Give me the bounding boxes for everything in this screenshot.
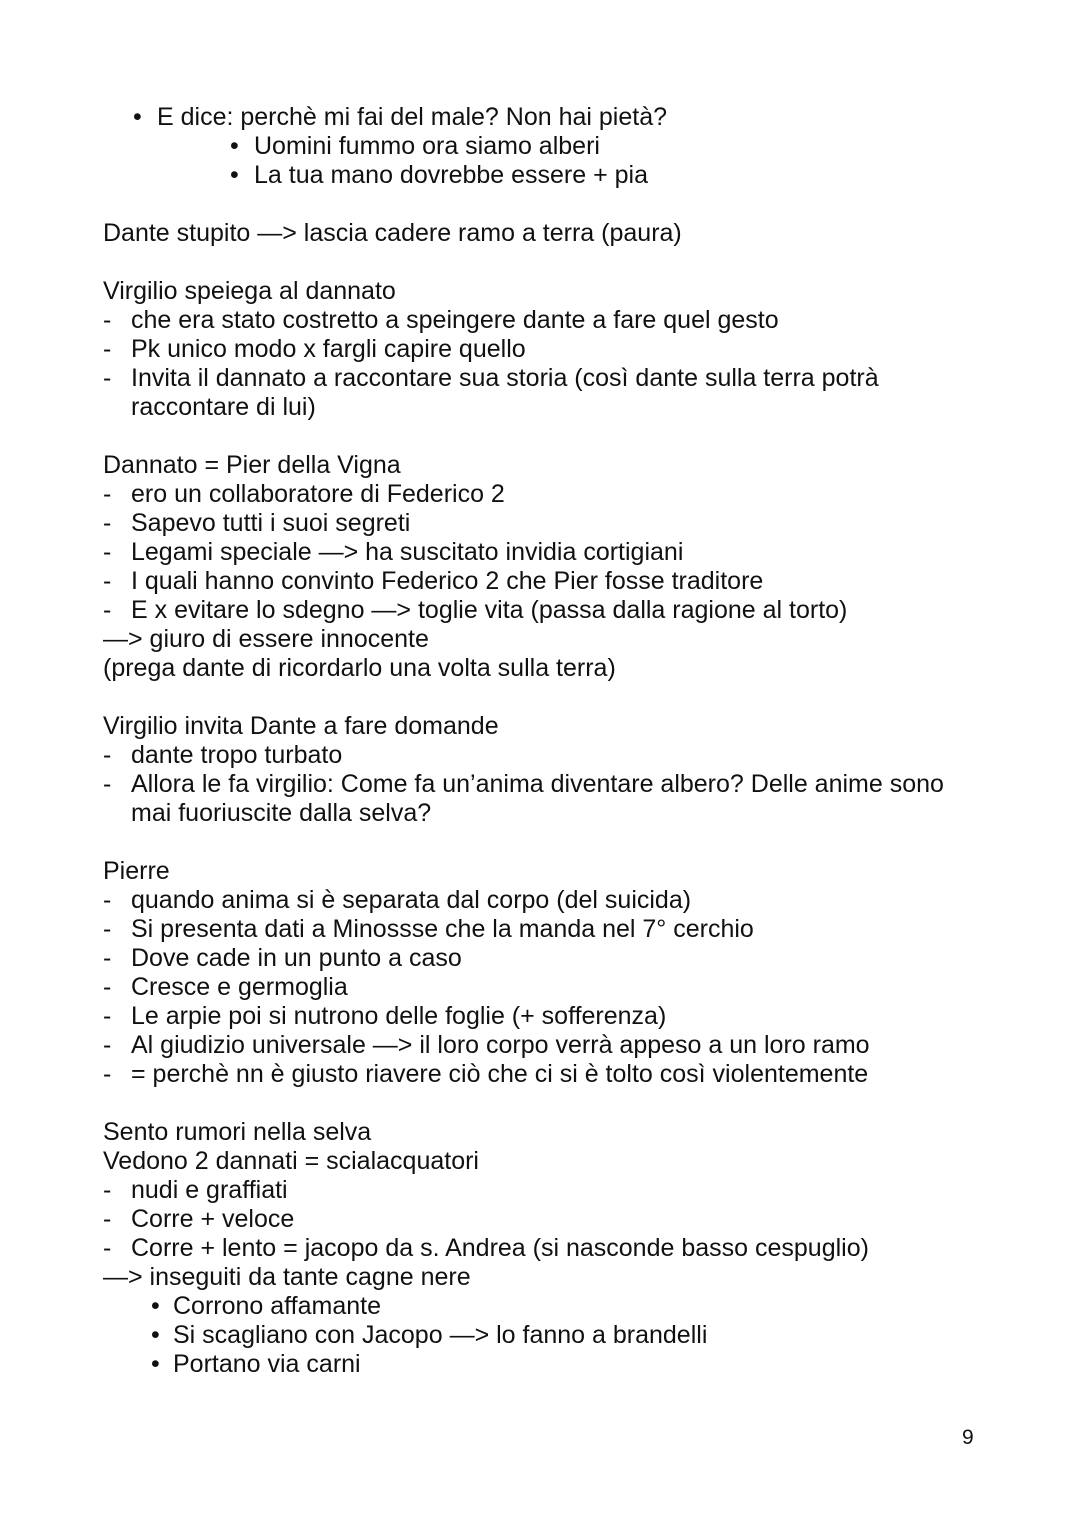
dash-marker: - [103, 741, 112, 769]
page-number: 9 [962, 1426, 974, 1449]
pier-della-vigna-line: Dannato = Pier della Vigna [103, 451, 401, 479]
scialacquatori-line: Si scagliano con Jacopo —> lo fanno a brandelli [173, 1321, 708, 1349]
scialacquatori-line: Vedono 2 dannati = scialacquatori [103, 1147, 479, 1175]
virgilio-spiega-line: che era stato costretto a speingere dante a fare quel gesto [131, 306, 779, 334]
dash-marker: - [103, 364, 112, 392]
intro-bullets-line: E dice: perchè mi fai del male? Non hai pietà? [157, 103, 668, 131]
virgilio-spiega-line: Virgilio speiega al dannato [103, 277, 396, 305]
dash-marker: - [103, 1060, 112, 1088]
bullet-icon: • [230, 132, 239, 160]
virgilio-domande-line: mai fuoriuscite dalla selva? [131, 799, 432, 827]
dash-marker: - [103, 770, 112, 798]
scialacquatori-line: —> inseguiti da tante cagne nere [103, 1263, 471, 1291]
scialacquatori-line: Corrono affamante [173, 1292, 381, 1320]
dante-stupito-line: Dante stupito —> lascia cadere ramo a terra (paura) [103, 219, 682, 247]
dash-marker: - [103, 915, 112, 943]
virgilio-domande-line: Allora le fa virgilio: Come fa un’anima diventare albero? Delle anime sono [131, 770, 944, 798]
dash-marker: - [103, 1176, 112, 1204]
virgilio-spiega-line: raccontare di lui) [131, 393, 316, 421]
scialacquatori-line: Corre + veloce [131, 1205, 295, 1233]
pierre-line: quando anima si è separata dal corpo (del suicida) [131, 886, 692, 914]
virgilio-domande-line: Virgilio invita Dante a fare domande [103, 712, 499, 740]
virgilio-spiega-line: Pk unico modo x fargli capire quello [131, 335, 526, 363]
pier-della-vigna-line: (prega dante di ricordarlo una volta sulla terra) [103, 654, 616, 682]
dash-marker: - [103, 1031, 112, 1059]
dash-marker: - [103, 596, 112, 624]
pierre-line: Le arpie poi si nutrono delle foglie (+ sofferenza) [131, 1002, 667, 1030]
bullet-icon: • [133, 103, 142, 131]
bullet-icon: • [151, 1350, 160, 1378]
dash-marker: - [103, 1002, 112, 1030]
dash-marker: - [103, 973, 112, 1001]
pier-della-vigna-line: Legami speciale —> ha suscitato invidia cortigiani [131, 538, 684, 566]
dash-marker: - [103, 944, 112, 972]
bullet-icon: • [230, 161, 239, 189]
pier-della-vigna-line: I quali hanno convinto Federico 2 che Pier fosse traditore [131, 567, 764, 595]
dash-marker: - [103, 567, 112, 595]
scialacquatori-line: nudi e graffiati [131, 1176, 288, 1204]
dash-marker: - [103, 538, 112, 566]
dash-marker: - [103, 1205, 112, 1233]
pierre-line: Dove cade in un punto a caso [131, 944, 462, 972]
bullet-icon: • [151, 1321, 160, 1349]
pierre-line: Cresce e germoglia [131, 973, 348, 1001]
dash-marker: - [103, 1234, 112, 1262]
bullet-icon: • [151, 1292, 160, 1320]
dash-marker: - [103, 480, 112, 508]
pierre-line: Si presenta dati a Minossse che la manda nel 7° cerchio [131, 915, 754, 943]
pier-della-vigna-line: ero un collaboratore di Federico 2 [131, 480, 505, 508]
scialacquatori-line: Corre + lento = jacopo da s. Andrea (si nasconde basso cespuglio) [131, 1234, 869, 1262]
intro-bullets-line: Uomini fummo ora siamo alberi [254, 132, 600, 160]
intro-bullets-line: La tua mano dovrebbe essere + pia [254, 161, 649, 189]
pierre-line: Pierre [103, 857, 170, 885]
scialacquatori-line: Sento rumori nella selva [103, 1118, 372, 1146]
pier-della-vigna-line: Sapevo tutti i suoi segreti [131, 509, 411, 537]
pier-della-vigna-line: —> giuro di essere innocente [103, 625, 429, 653]
dash-marker: - [103, 509, 112, 537]
pier-della-vigna-line: E x evitare lo sdegno —> toglie vita (passa dalla ragione al torto) [131, 596, 848, 624]
virgilio-domande-line: dante tropo turbato [131, 741, 343, 769]
dash-marker: - [103, 306, 112, 334]
pierre-line: = perchè nn è giusto riavere ciò che ci si è tolto così violentemente [131, 1060, 869, 1088]
dash-marker: - [103, 886, 112, 914]
dash-marker: - [103, 335, 112, 363]
scialacquatori-line: Portano via carni [173, 1350, 361, 1378]
pierre-line: Al giudizio universale —> il loro corpo verrà appeso a un loro ramo [131, 1031, 870, 1059]
virgilio-spiega-line: Invita il dannato a raccontare sua storia (così dante sulla terra potrà [131, 364, 879, 392]
